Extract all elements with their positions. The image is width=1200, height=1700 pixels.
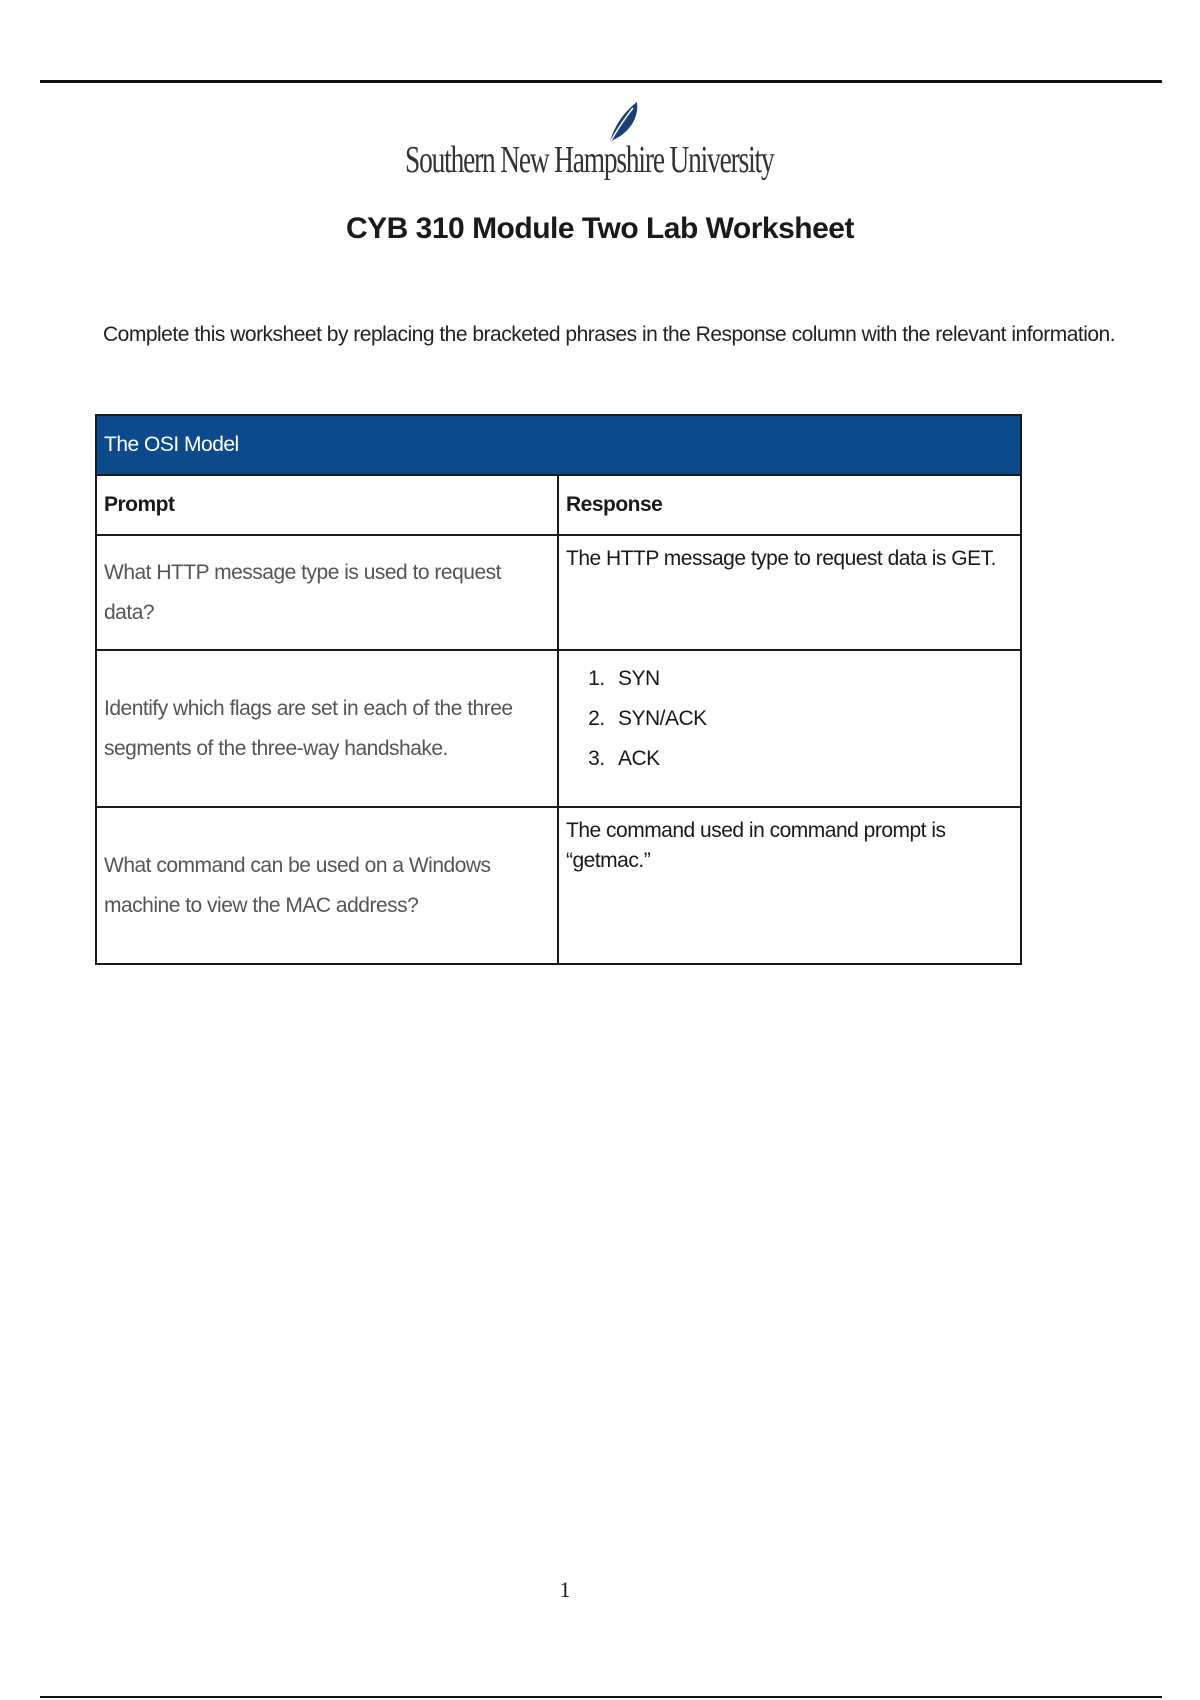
response-column-header: Response — [558, 475, 1021, 535]
list-item: 1. SYN — [610, 659, 1013, 699]
prompt-cell: Identify which flags are set in each of the three segments of the three-way handshake. — [96, 650, 558, 807]
footer-rule — [40, 1696, 1162, 1698]
table-banner-row — [96, 415, 1021, 475]
table-row — [96, 650, 1021, 807]
table-banner: The OSI Model — [96, 415, 1021, 475]
university-logo — [405, 100, 774, 200]
handshake-flags-list — [566, 659, 1013, 779]
prompt-cell: What command can be used on a Windows machine to view the MAC address? — [96, 807, 558, 964]
instructions-text: Complete this worksheet by replacing the bracketed phrases in the Response column with the relevant information. — [103, 323, 1116, 346]
header-rule — [40, 80, 1162, 83]
prompt-column-header: Prompt — [96, 475, 558, 535]
table-row — [96, 807, 1021, 964]
logo-wordmark: Southern New Hampshire University — [405, 139, 774, 181]
osi-model-table — [95, 414, 1022, 965]
list-item: 2. SYN/ACK — [610, 699, 1013, 739]
response-cell[interactable] — [558, 650, 1021, 807]
response-cell[interactable]: The command used in command prompt is “getmac.” — [558, 807, 1021, 964]
page-number: 1 — [559, 1577, 571, 1602]
prompt-cell: What HTTP message type is used to request data? — [96, 535, 558, 650]
list-item: 3. ACK — [610, 739, 1013, 779]
table-row — [96, 535, 1021, 650]
response-cell[interactable]: The HTTP message type to request data is GET. — [558, 535, 1021, 650]
document-title: CYB 310 Module Two Lab Worksheet — [346, 212, 854, 245]
table-header-row — [96, 475, 1021, 535]
